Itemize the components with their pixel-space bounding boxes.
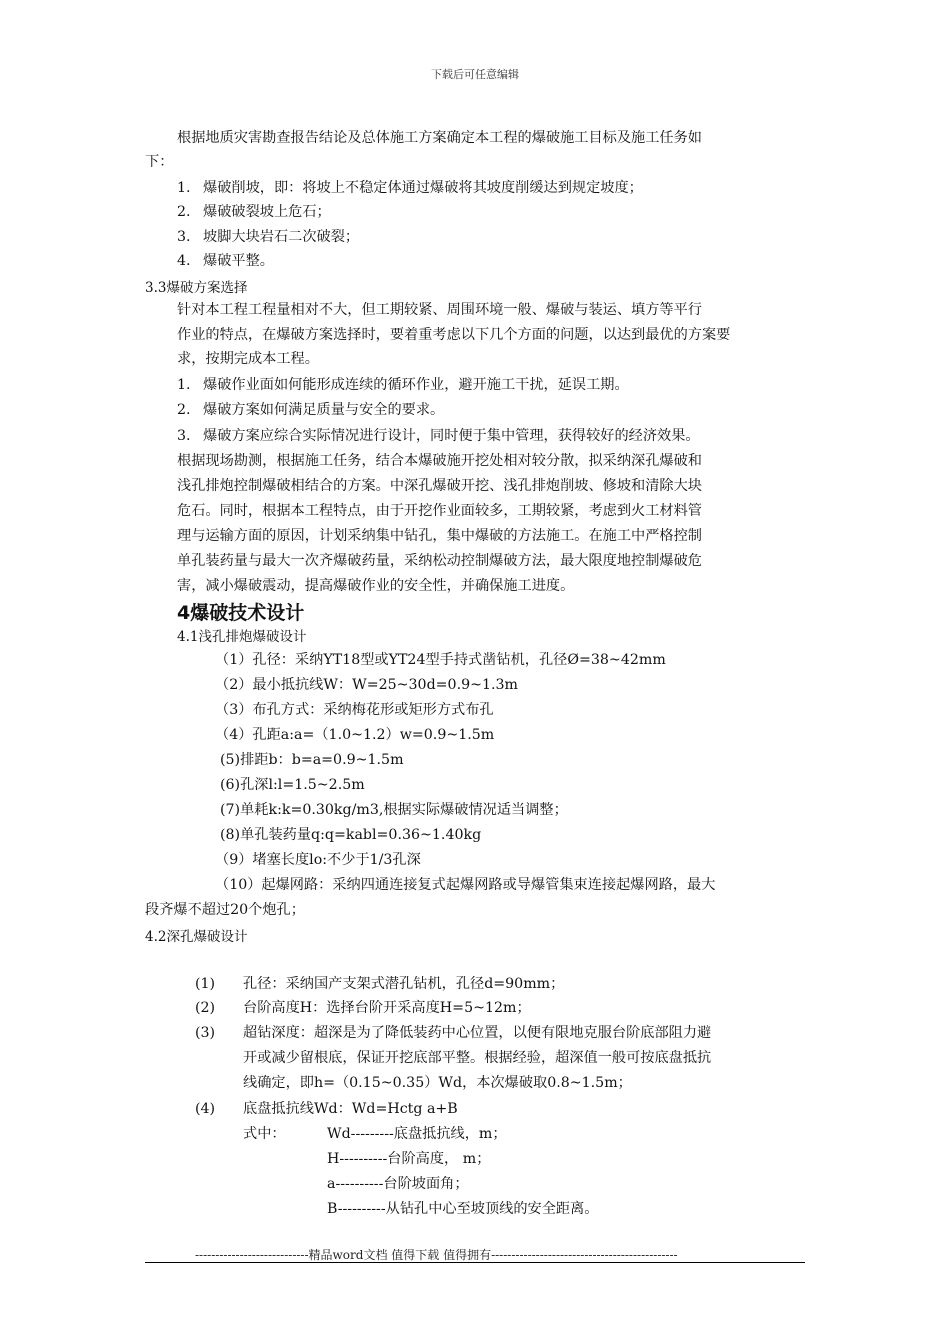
shallow-param: （2）最小抵抗线W：W=25~30d=0.9~1.3m [215, 677, 519, 693]
shallow-param: （10）起爆网路：采纳四通连接复式起爆网路或导爆管集束连接起爆网路，最大 [215, 877, 716, 893]
shallow-param: （9）堵塞长度lo:不少于1/3孔深 [215, 852, 421, 868]
deep-param-text: 台阶高度H：选择台阶开采高度H=5~12m； [243, 1000, 531, 1016]
shallow-param: (8)单孔装药量q:q=kabl=0.36~1.40kg [220, 827, 482, 843]
consideration-item: 3. 爆破方案应综合实际情况进行设计，同时便于集中管理，获得较好的经济效果。 [177, 428, 700, 444]
section-heading-4-1: 4.1浅孔排炮爆破设计 [177, 629, 307, 645]
paragraph-line: 浅孔排炮控制爆破相结合的方案。中深孔爆破开挖、浅孔排炮削坡、修坡和清除大块 [177, 478, 702, 494]
task-item: 3. 坡脚大块岩石二次破裂； [177, 229, 360, 245]
task-item: 1. 爆破削坡，即：将坡上不稳定体通过爆破将其坡度削缓达到规定坡度； [177, 180, 643, 196]
page-footer: ----------------------------精品word文档 值得下载 值得拥有---------------------------------------------- [195, 1248, 678, 1262]
paragraph-line: 单孔装药量与最大一次齐爆破药量，采纳松动控制爆破方法，最大限度地控制爆破危 [177, 553, 702, 569]
paragraph-line: 理与运输方面的原因，计划采纳集中钻孔，集中爆破的方法施工。在施工中严格控制 [177, 528, 702, 544]
paragraph-line: 害，减小爆破震动，提高爆破作业的安全性，并确保施工进度。 [177, 578, 575, 594]
deep-param-text: 开或减少留根底，保证开挖底部平整。根据经验，超深值一般可按底盘抵抗 [243, 1050, 712, 1066]
shallow-param: (7)单耗k:k=0.30kg/m3,根据实际爆破情况适当调整； [220, 802, 568, 818]
paragraph-line: 求，按期完成本工程。 [177, 351, 319, 367]
shallow-param: (5)排距b：b=a=0.9~1.5m [220, 752, 404, 768]
formula-row: B----------从钻孔中心至坡顶线的安全距离。 [327, 1201, 599, 1217]
shallow-param: （3）布孔方式：采纳梅花形或矩形方式布孔 [215, 702, 494, 718]
chapter-heading-4: 4爆破技术设计 [177, 602, 305, 624]
formula-row: a----------台阶坡面角； [327, 1176, 469, 1192]
formula-label: 式中： [243, 1126, 286, 1142]
deep-param-text: 超钻深度：超深是为了降低装药中心位置，以便有限地克服台阶底部阻力避 [243, 1025, 712, 1041]
shallow-param: (6)孔深l:l=1.5~2.5m [220, 777, 365, 793]
paragraph-line: 危石。同时，根据本工程特点，由于开挖作业面较多，工期较紧，考虑到火工材料管 [177, 503, 702, 519]
consideration-item: 2. 爆破方案如何满足质量与安全的要求。 [177, 402, 445, 418]
shallow-param: 段齐爆不超过20个炮孔； [145, 902, 305, 918]
deep-param-text: 底盘抵抗线Wd：Wd=Hctg a+B [243, 1101, 458, 1117]
task-item: 2. 爆破破裂坡上危石； [177, 204, 331, 220]
paragraph-line: 作业的特点，在爆破方案选择时，要着重考虑以下几个方面的问题，以达到最优的方案要 [177, 327, 731, 343]
deep-param-number: (1) [195, 976, 216, 992]
section-heading-4-2: 4.2深孔爆破设计 [145, 929, 248, 945]
page-header: 下载后可任意编辑 [431, 68, 519, 81]
task-item: 4. 爆破平整。 [177, 253, 274, 269]
footer-divider [145, 1262, 805, 1263]
paragraph-line: 根据现场勘测，根据施工任务，结合本爆破施开挖处相对较分散，拟采纳深孔爆破和 [177, 453, 702, 469]
shallow-param: （4）孔距a:a=（1.0~1.2）w=0.9~1.5m [215, 727, 495, 743]
intro-line-2: 下： [145, 154, 174, 170]
deep-param-number: (2) [195, 1000, 216, 1016]
deep-param-text: 线确定，即h=（0.15~0.35）Wd，本次爆破取0.8~1.5m； [243, 1075, 632, 1091]
deep-param-number: (3) [195, 1025, 216, 1041]
consideration-item: 1. 爆破作业面如何能形成连续的循环作业，避开施工干扰，延误工期。 [177, 377, 629, 393]
deep-param-number: (4) [195, 1101, 216, 1117]
intro-line-1: 根据地质灾害勘查报告结论及总体施工方案确定本工程的爆破施工目标及施工任务如 [177, 130, 702, 146]
formula-row: H----------台阶高度， m； [327, 1151, 491, 1167]
section-heading-3-3: 3.3爆破方案选择 [145, 280, 248, 296]
deep-param-text: 孔径：采纳国产支架式潜孔钻机，孔径d=90mm； [243, 976, 565, 992]
paragraph-line: 针对本工程工程量相对不大，但工期较紧、周围环境一般、爆破与装运、填方等平行 [177, 302, 702, 318]
formula-row: Wd---------底盘抵抗线，m； [327, 1126, 507, 1142]
shallow-param: （1）孔径：采纳YT18型或YT24型手持式凿钻机，孔径Ø=38~42mm [215, 652, 666, 668]
